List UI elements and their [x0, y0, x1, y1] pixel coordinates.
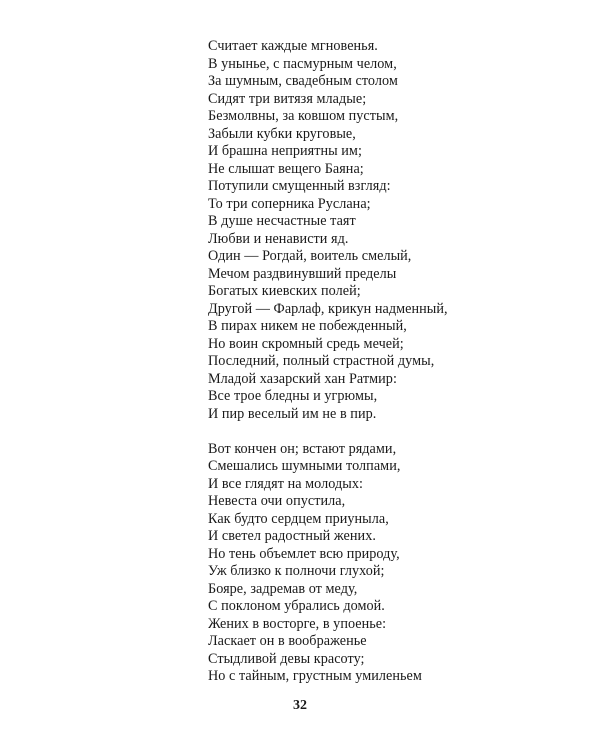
poem-line: Богатых киевских полей;: [208, 283, 361, 299]
poem-line: В унынье, с пасмурным челом,: [208, 55, 397, 72]
poem-line: В пирах никем не побежденный,: [208, 318, 407, 334]
page-number: 32: [293, 698, 307, 713]
poem-line: Смешались шумными толпами,: [208, 458, 401, 474]
poem-line: Как будто сердцем приуныла,: [208, 510, 389, 527]
poem-line: Сидят три витязя младые;: [208, 90, 367, 107]
poem-line: Уж близко к полночи глухой;: [208, 563, 385, 579]
poem-line: И светел радостный жених.: [208, 528, 376, 544]
poem-line: Безмолвны, за ковшом пустым,: [208, 108, 399, 124]
poem-line: Младой хазарский хан Ратмир:: [208, 370, 397, 387]
poem-line: Один — Рогдай, воитель смелый,: [208, 248, 412, 264]
poem-line: Ласкает он в воображенье: [208, 633, 367, 649]
poem-line: Не слышат вещего Баяна;: [208, 160, 364, 177]
poem-line: Забыли кубки круговые,: [208, 125, 356, 142]
poem-line: Любви и ненависти яд.: [208, 230, 349, 247]
poem-line: За шумным, свадебным столом: [208, 73, 398, 89]
stanza-1: [208, 38, 568, 423]
poem-line: Невеста очи опустила,: [208, 493, 346, 509]
poem-line: Бояре, задремав от меду,: [208, 580, 358, 597]
poem-line: Жених в восторге, в упоенье:: [208, 615, 387, 632]
poem-line: В душе несчастные таят: [208, 213, 356, 229]
poem-line: То три соперника Руслана;: [208, 195, 371, 212]
poem-line: С поклоном убрались домой.: [208, 598, 385, 614]
poem-line: И все глядят на молодых:: [208, 475, 363, 492]
poem-line: Мечом раздвинувший пределы: [208, 265, 397, 282]
poem-line: Все трое бледны и угрюмы,: [208, 388, 378, 404]
poem-line: И брашна неприятны им;: [208, 143, 362, 159]
poem-line: Но с тайным, грустным умиленьем: [208, 668, 422, 684]
poem-line: Но воин скромный средь мечей;: [208, 335, 404, 352]
poem-line: Но тень объемлет всю природу,: [208, 545, 400, 562]
poem-text: [208, 38, 568, 686]
poem-line: Считает каждые мгновенья.: [208, 38, 378, 54]
stanza-2: [208, 441, 568, 686]
poem-line: И пир веселый им не в пир.: [208, 405, 377, 422]
poem-line: Стыдливой девы красоту;: [208, 650, 365, 667]
poem-line: Другой — Фарлаф, крикун надменный,: [208, 300, 448, 317]
poem-line: Вот кончен он; встают рядами,: [208, 440, 397, 457]
poem-line: Потупили смущенный взгляд:: [208, 178, 391, 194]
poem-line: Последний, полный страстной думы,: [208, 353, 435, 369]
